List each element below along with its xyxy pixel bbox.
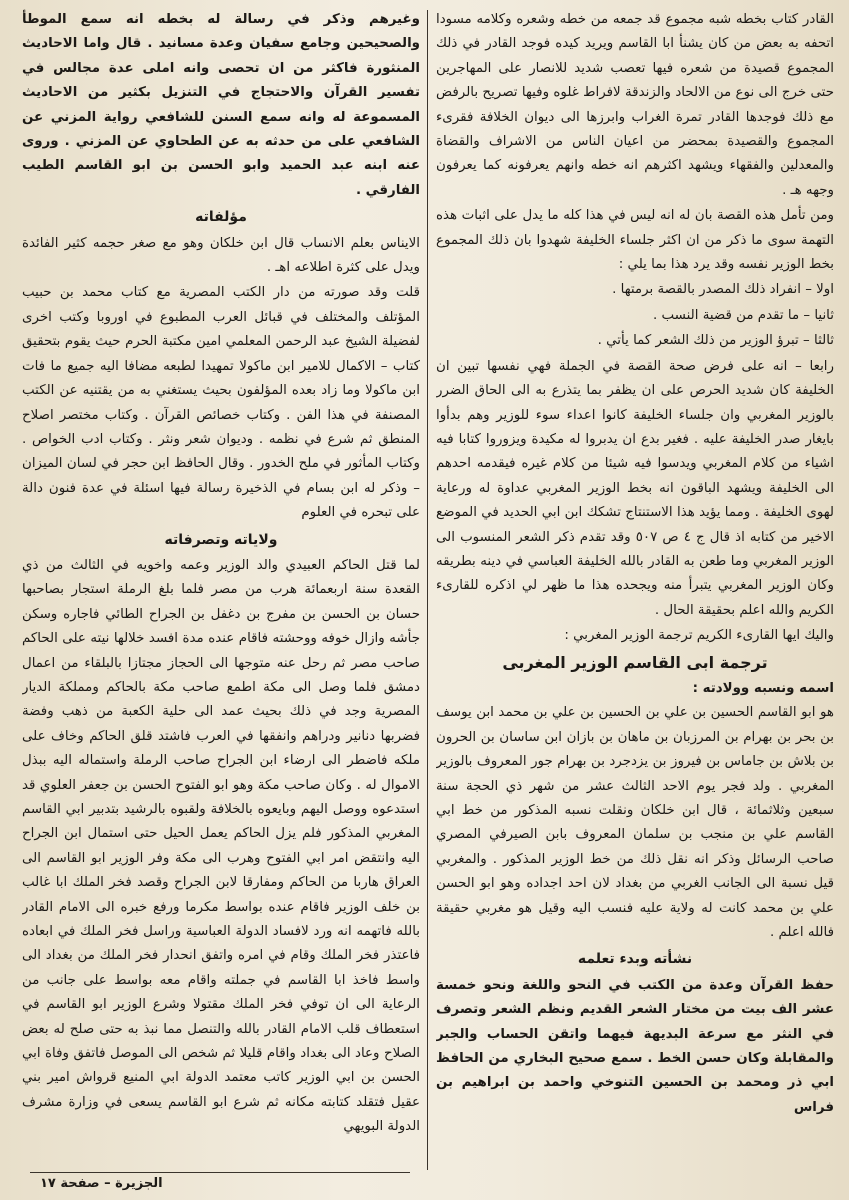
paragraph: ومن تأمل هذه القصة بان له انه ليس في هذا كله ما يدل على اثبات هذه التهمة سوى ما ذكر من ان اكثر جلساء الخليفة شهدوا بان ذلك المجموع بخط الوزير نفسه وقد يرد هذا بما يلي :: [436, 208, 834, 273]
subheading-posts: ولاياته وتصرفاته: [164, 531, 278, 548]
paragraph: القادر كتاب بخطه شبه مجموع قد جمعه من خطه وشعره وكلامه مسودا اتحفه به بعض من كان يشنأ ابا القاسم ويريد كيده فوجد القادر في ذلك المجموع قصيدة من شعره فيها تعصب شديد للانصار على المهاجرين حتى خرج الى نوع من الالحاد والزندقة لافراط غلوه وفيها تصريح بالرفض مع ذلك فوجدها القادر تمرة الغراب وابرزها الى ديوان الخلافة فقرىء المجموع والقصيدة بمحضر من اعيان الناس من الاشراف والقضاة والمعدلين والفقهاء ويشهد اكثرهم انه خطه وانهم يعرفونه كما يعرفون وجهه هـ .: [436, 12, 834, 198]
left-column: [22, 8, 420, 1170]
right-column: [436, 8, 834, 1170]
footer-rule: [30, 1172, 410, 1173]
paragraph: حفظ القرآن وعدة من الكتب في النحو واللغة ونحو خمسة عشر الف بيت من مختار الشعر القديم ونظم الشعر وتصرف في النثر مع سرعة البديهة فيهما واتقن الحساب والجبر والمقابلة وكان حسن الخط . سمع صحيح البخاري من الحافظ ابي ذر ومحمد بن الحسين التنوخي واحمد بن ابراهيم بن فراس: [436, 977, 834, 1115]
paragraph: رابعا – انه على فرض صحة القصة في الجملة فهي نفسها تبين ان الخليفة كان شديد الحرص على ان يظفر بما يتذرع به الى الحاق الضرر بالوزير المغربي وان جلساء الخليفة كانوا اعداء سوء للوزير وهم بدأوا بايغار صدر الخليفة عليه . فغير بدع ان يدبروا له مكيدة ويزوروا كتابا فيه اشياء من كلام المغربي ويدسوا فيه شيئا من كلام غيره فيقدمه احدهم الى الخليفة ويشهد الباقون انه بخط الوزير المغربي عداوة له ورعاية لهوى الخليفة . ومما يؤيد هذا الاستنتاج تشكك ابن ابي الحديد في الموضع الاخير من كتابه اذ قال ج ٤ ص ٥٠٧ وقد تقدم ذكر الشعر المنسوب الى الوزير المغربي وما طعن به القادر بالله الخليفة العباسي في دينه بطريقه وكان الوزير المغربي يتبرأ منه ويجحده هذا ما ظهر لي اذكره للقارىء الكريم والله اعلم بحقيقة الحال .: [436, 358, 834, 618]
paragraph: وغيرهم وذكر في رسالة له بخطه انه سمع الموطأ والصحيحين وجامع سفيان وعدة مسانيد . قال واما الاحاديث المنثورة فاكثر من ان تحصى وانه املى عدة مجالس في تفسير القرآن والاحتجاج في التنزيل بكثير من الاحاديث المسموعة له وانه سمع السنن للشافعي رواية المزني عن الشافعي على من حدثه به عن الطحاوي عن المزني . وروى عنه ابنه عبد الحميد وابو الحسن بن ابو القاسم الطيب الفارقي .: [22, 12, 420, 198]
list-item: ثانيا – ما تقدم من قضية النسب .: [652, 307, 834, 323]
paragraph: لما قتل الحاكم العبيدي والد الوزير وعمه واخويه في الثالث من ذي القعدة سنة اربعمائة هرب من مصر فلما بلغ الرملة استجار بصاحبها حسان بن الحسن بن مفرج بن دغفل بن الجراح الطائي فاجاره وسكن جأشه وازال خوفه ووحشته فاقام عنده مدة افسد خلالها نيته على الحاكم صاحب مصر ثم رحل عنه متوجها الى الحجاز مجتازا بالبلقاء من اعمال دمشق فلما وصل الى مكة اطمع صاحب مكة بالحاكم ومملكة الديار المصرية وجد في ذلك بحيث عمد الى حلية الكعبة من ذهب وفضة فضربها دنانير ودراهم وانفقها في العرب فاشتد قلق الحاكم وخاف على ملكه فاضطر الى ارضاء ابن الجراح صاحب الرملة واستماله اليه ببذل الاموال له . وكان صاحب مكة وهو ابو الفتوح الحسن بن جعفر العلوي قد استدعوه ووصل اليهم وبايعوه بالخلافة ولقبوه بالرشيد بتدبير ابي القاسم المغربي المذكور فلم يزل الحاكم يعمل الحيل حتى استمال ابن الجراح اليه وانتقض امر ابي الفتوح وهرب الى مكة وفر الوزير ابو القاسم الى العراق هاربا من الحاكم ومفارقا لابن الجراح وقصد فخر الملك ابا غالب بن خلف الوزير فاقام عنده بواسط مكرما ورفع خبره الى الامام القادر بالله فاتهمه انه ورد لافساد الدولة العباسية وراسل فخر الملك في ابعاده فاعتذر فخر الملك وقام في امره واتفق انحدار فخر الملك من بغداد الى واسط فاخذ ابا القاسم في جملته واقام معه بواسط على جانب من الرعاية الى ان توفي فخر الملك مقتولا وشرع الوزير ابو القاسم في استعطاف قلب الامام القادر بالله والتنصل مما نبذ به حتى صلح له بعض الصلاح وعاد الى بغداد واقام قليلا ثم شخص الى الموصل فاتفق وفاة ابي الحسن بن ابي الوزير كاتب معتمد الدولة ابي المنيع قرواش امير بني عقيل فتقلد كتابته مكانه ثم شرع ابو القاسم يسعى في وزارة مشرف الدولة البويهي: [22, 557, 420, 1135]
paragraph: الايناس بعلم الانساب قال ابن خلكان وهو مع صغر حجمه كثير الفائدة ويدل على كثرة اطلاعه اهـ .: [22, 235, 420, 276]
paragraph: واليك ايها القارىء الكريم ترجمة الوزير المغربي :: [564, 628, 834, 644]
page-footer: الجزيرة – صفحة ١٧: [40, 1176, 163, 1191]
subheading-lineage: اسمه ونسبه وولادته :: [692, 680, 834, 696]
subheading-works: مؤلفاته: [195, 209, 247, 226]
section-heading-biography: ترجمة ابى القاسم الوزير المغربى: [502, 652, 768, 672]
paragraph: هو ابو القاسم الحسين بن علي بن الحسين بن علي بن محمد ابن يوسف بن بحر بن بهرام بن المرزبان بن ماهان بن بازان ابن ساسان بن الحرون بن بلاش بن جاماس بن فيروز بن يزدجرد بن بهرام جور المعروف بالوزير المغربي . ولد فجر يوم الاحد الثالث عشر من شهر ذي الحجة سنة سبعين وثلاثمائة ، قال ابن خلكان ونقلت نسبه المذكور من خط ابي القاسم علي بن منجب بن سلمان المعروف بابن الصيرفي المصري صاحب الرسائل وذكر انه نقل ذلك من خط الوزير المذكور . والمغربي قيل نسبة الى الجانب الغربي من بغداد لان احد اجداده وهو ابو الحسن علي بن محمد كانت له ولاية عليه فنسب اليه وقيل هو مغربي حقيقة فالله اعلم .: [436, 705, 834, 941]
list-item: ثالثا – تبرؤ الوزير من ذلك الشعر كما يأتي .: [597, 333, 834, 349]
column-divider: [427, 10, 428, 1170]
list-item: اولا – انفراد ذلك المصدر بالقصة برمتها .: [612, 282, 834, 298]
paragraph: قلت وقد صورته من دار الكتب المصرية مع كتاب محمد بن حبيب المؤتلف والمختلف في قبائل العرب المطبوع في اوروبا وكتب اخرى لفضيلة الشيخ عبد الرحمن المعلمي امين مكتبة الحرم حيث يقوم بتحقيق كتاب – الاكمال للامير ابن ماكولا تمهيدا لطبعه مضافا اليه جميع ما فات ابن ماكولا وما زاد بعده المؤلفون بحيث يستغني به من يقتنيه عن الكتب المصنفة في هذا الفن . وكتاب خصائص القرآن . وكتاب مختصر اصلاح المنطق ثم شرع في نظمه . وديوان شعر ونثر . وكتاب ادب الخواص . وكتاب المأثور في ملح الخدور . وقال الحافظ ابن حجر في لسان الميزان – وذكر له ابن بسام في الذخيرة رسالة فيها اسئلة في عدة فنون دالة على تبحره في العلوم: [22, 285, 420, 521]
subheading-upbringing: نشأته وبدء تعلمه: [577, 951, 693, 968]
